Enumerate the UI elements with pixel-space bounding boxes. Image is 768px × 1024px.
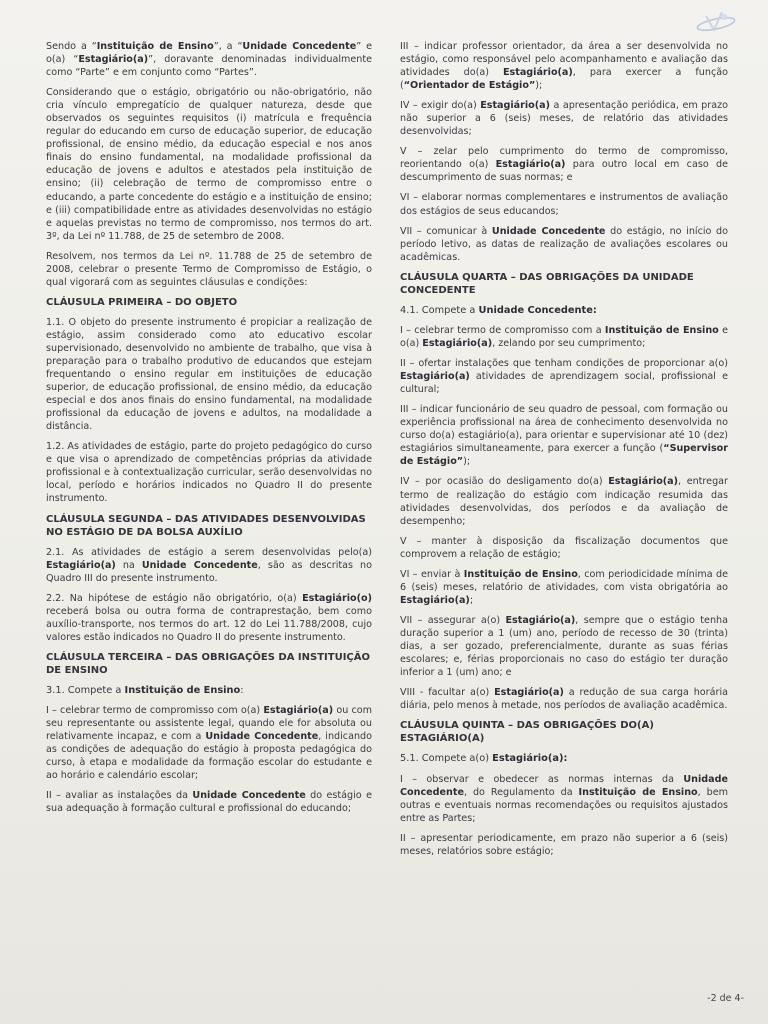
bold-term: Unidade Concedente (242, 41, 357, 52)
bold-term: Unidade Concedente (205, 731, 319, 743)
clause-3-1-heading: 3.1. Compete a Instituição de Ensino: (46, 684, 244, 696)
bold-term: Estagiário(a) (608, 476, 679, 488)
bold-term: Estagiário(o) (302, 592, 372, 604)
clause-2-1: 2.1. As atividades de estágio a serem desenvolvidas pelo(a) Estagiário(a) na Unidade Concedente, são as descritas no Quadro III do presente instrumento. (46, 546, 373, 584)
bold-term: Instituição de Ensino (604, 325, 719, 337)
clause-5-title: CLÁUSULA QUINTA – DAS OBRIGAÇÕES DO(A) ESTAGIÁRIO(A) (400, 720, 654, 745)
clause-5-item-ii: II – apresentar periodicamente, em prazo não superior a 6 (seis) meses, relatórios sobre estágio; (400, 832, 728, 857)
clause-4-item-i: I – celebrar termo de compromisso com a Instituição de Ensino e o(a) Estagiário(a), zelando por seu cumprimento; (400, 325, 728, 350)
right-column (400, 40, 728, 865)
intro-considerations-paragraph: Considerando que o estágio, obrigatório ou não-obrigatório, não cria vínculo empregatício de qualquer natureza, desde que observados os seguintes requisitos (i) matrícula e frequência regular do educando em curso de educação superior, de educação profissional, de ensino médio, da educação especial e nos anos finais do ensino fundamental, na modalidade profissional da educação de jovens e adultos e atestados pela instituição de ensino; (ii) celebração de termo de compromisso entre o educando, a parte concedente do estágio e a instituição de ensino; e (iii) compatibilidade entre as atividades desenvolvidas no estágio e aquelas previstas no termo de compromisso, nos termos do art. 3º, da Lei nº 11.788, de 25 de setembro de 2008. (46, 87, 372, 242)
clause-3-item-vi: VI – elaborar normas complementares e instrumentos de avaliação dos estágios de seus educandos; (400, 192, 728, 217)
clause-3-item-vii: VII – comunicar à Unidade Concedente do estágio, no início do período letivo, as datas de realização de avaliações escolares ou acadêmicas. (400, 225, 729, 263)
bold-term: Estagiário(a) (422, 338, 493, 350)
clause-4-item-viii: VIII - facultar a(o) Estagiário(a) a redução de sua carga horária diária, pelo menos à metade, nos períodos de avaliação acadêmica. (400, 687, 728, 712)
bold-term: Estagiário(a) (505, 614, 576, 626)
intro-parties-paragraph: Sendo a “Instituição de Ensino”, a “Unidade Concedente” e o(a) “Estagiário(a)”, doravante denominadas individualmente como “Parte” e em conjunto como “Partes”. (46, 41, 372, 79)
left-column (46, 40, 372, 865)
clause-4-item-ii: II – ofertar instalações que tenham condições de proporcionar a(o) Estagiário(a) atividades de aprendizagem social, profissional e cultural; (400, 358, 728, 396)
bold-term: Instituição de Ensino (124, 684, 241, 696)
clause-4-item-v: V – manter à disposição da fiscalização documentos que comprovem a relação de estágio; (400, 535, 728, 560)
clause-3-item-v: V – zelar pelo cumprimento do termo de compromisso, reorientando o(a) Estagiário(a) para outro local em caso de descumprimento de suas normas; e (400, 146, 728, 184)
bold-term: “Supervisor de Estágio” (400, 443, 728, 468)
clause-4-title: CLÁUSULA QUARTA – DAS OBRIGAÇÕES DA UNIDADE CONCEDENTE (400, 271, 694, 296)
clause-3-item-iii: III – indicar professor orientador, da área a ser desenvolvida no estágio, como responsável pelo acompanhamento e avaliação das atividades do(a) Estagiário(a), para exercer a função (“Orientador de Estágio”); (400, 41, 728, 92)
two-column-body (46, 40, 728, 865)
bold-term: Instituição de Ensino (463, 568, 578, 580)
intro-resolution-paragraph: Resolvem, nos termos da Lei nº. 11.788 de 25 de setembro de 2008, celebrar o presente Termo de Compromisso de Estágio, o qual vigorará com as seguintes cláusulas e condições: (46, 250, 372, 288)
clause-3-title: CLÁUSULA TERCEIRA – DAS OBRIGAÇÕES DA INSTITUIÇÃO DE ENSINO (46, 651, 370, 676)
bold-term: “Orientador de Estágio” (403, 80, 536, 92)
bold-term: Unidade Concedente (192, 790, 306, 802)
bold-term: Unidade Concedente (400, 773, 728, 798)
clause-4-item-iii: III – indicar funcionário de seu quadro de pessoal, com formação ou experiência profissional na área de conhecimento desenvolvida no curso do(a) estagiário(a), para orientar e supervisionar até 10 (dez) estagiários simultaneamente, para exercer a função (“Supervisor de Estágio”); (400, 404, 728, 468)
clause-4-1-heading: 4.1. Compete a Unidade Concedente: (400, 304, 597, 316)
bold-term: Instituição de Ensino (96, 41, 214, 52)
clause-4-item-vi: VI – enviar à Instituição de Ensino, com periodicidade mínima de 6 (seis) meses, relatório de atividades, com vista obrigatória ao Estagiário(a); (400, 568, 728, 606)
clause-4-item-iv: IV – por ocasião do desligamento do(a) Estagiário(a), entregar termo de realização do estágio com indicação resumida das atividades desenvolvidas, dos períodos e da avaliação de desempenho; (400, 476, 728, 527)
bold-term: Estagiário(a) (480, 100, 550, 112)
clause-2-2: 2.2. Na hipótese de estágio não obrigatório, o(a) Estagiário(o) receberá bolsa ou outra forma de contraprestação, bem como auxílio-transporte, nos termos do art. 12 do Lei 11.788/2008, cujo valores estão indicados no Quadro II do presente instrumento. (46, 592, 372, 643)
bold-term: Estagiário(a) (46, 559, 116, 571)
clause-5-1-heading: 5.1. Compete a(o) Estagiário(a): (400, 753, 568, 765)
institution-logo-icon (692, 8, 738, 38)
clause-4-item-vii: VII – assegurar a(o) Estagiário(a), sempre que o estágio tenha duração superior a 1 (um) ano, período de recesso de 30 (trinta) dias, a ser gozado, preferencialmente, durante as suas férias escolares; e, férias proporcionais no caso do estágio ter duração inferior a 1 (um) ano; e (400, 614, 728, 679)
clause-1-2: 1.2. As atividades de estágio, parte do projeto pedagógico do curso e que visa o aprendizado de competências próprias da atividade profissional e à contextualização curricular, serão desenvolvidas no local, período e horários indicados no Quadro II do presente instrumento. (46, 441, 372, 505)
clause-3-item-iv: IV – exigir do(a) Estagiário(a) a apresentação periódica, em prazo não superior a 6 (seis) meses, de relatório das atividades desenvolvidas; (400, 100, 728, 138)
bold-term: Estagiário(a) (263, 705, 334, 717)
bold-term: Unidade Concedente (491, 225, 606, 237)
clause-5-item-i: I – observar e obedecer as normas internas da Unidade Concedente, do Regulamento da Instituição de Ensino, bem outras e eventuais normas recomendações ou requisitos ajustados entre as Partes; (400, 773, 728, 824)
bold-term: Unidade Concedente (141, 559, 258, 571)
bold-term: Unidade Concedente: (478, 304, 597, 316)
clause-1-title: CLÁUSULA PRIMEIRA – DO OBJETO (46, 296, 238, 308)
bold-term: Estagiário(a) (400, 594, 470, 606)
bold-term: Estagiário(a) (78, 54, 149, 66)
page-number: -2 de 4- (707, 993, 744, 1004)
clause-1-1: 1.1. O objeto do presente instrumento é propiciar a realização de estágio, assim considerado como ato educativo escolar supervisionado, desenvolvido no ambiente de trabalho, que visa à preparação para o trabalho produtivo de educandos que estejam frequentando o ensino regular em instituições de educação superior, de educação profissional, de ensino médio, da educação especial e dos anos finais do ensino fundamental, na modalidade profissional da educação de jovens e adultos, na modalidade a distância. (46, 316, 372, 433)
clause-2-title: CLÁUSULA SEGUNDA – DAS ATIVIDADES DESENVOLVIDAS NO ESTÁGIO DE DA BOLSA AUXÍLIO (46, 513, 366, 538)
bold-term: Instituição de Ensino (578, 786, 698, 798)
clause-3-item-i: I – celebrar termo de compromisso com o(a) Estagiário(a) ou com seu representante ou assistente legal, quando ele for absoluta ou relativamente incapaz, e com a Unidade Concedente, indicando as condições de adequação do estágio à proposta pedagógica do curso, à etapa e modalidade da formação escolar do estudante e ao horário e calendário escolar; (46, 705, 372, 782)
clause-3-item-ii: II – avaliar as instalações da Unidade Concedente do estágio e sua adequação à formação cultural e profissional do educando; (46, 790, 372, 815)
bold-term: Estagiário(a) (495, 159, 566, 171)
bold-term: Estagiário(a) (494, 687, 564, 699)
bold-term: Estagiário(a): (492, 753, 568, 765)
bold-term: Estagiário(a) (502, 67, 573, 79)
bold-term: Estagiário(a) (400, 371, 470, 383)
